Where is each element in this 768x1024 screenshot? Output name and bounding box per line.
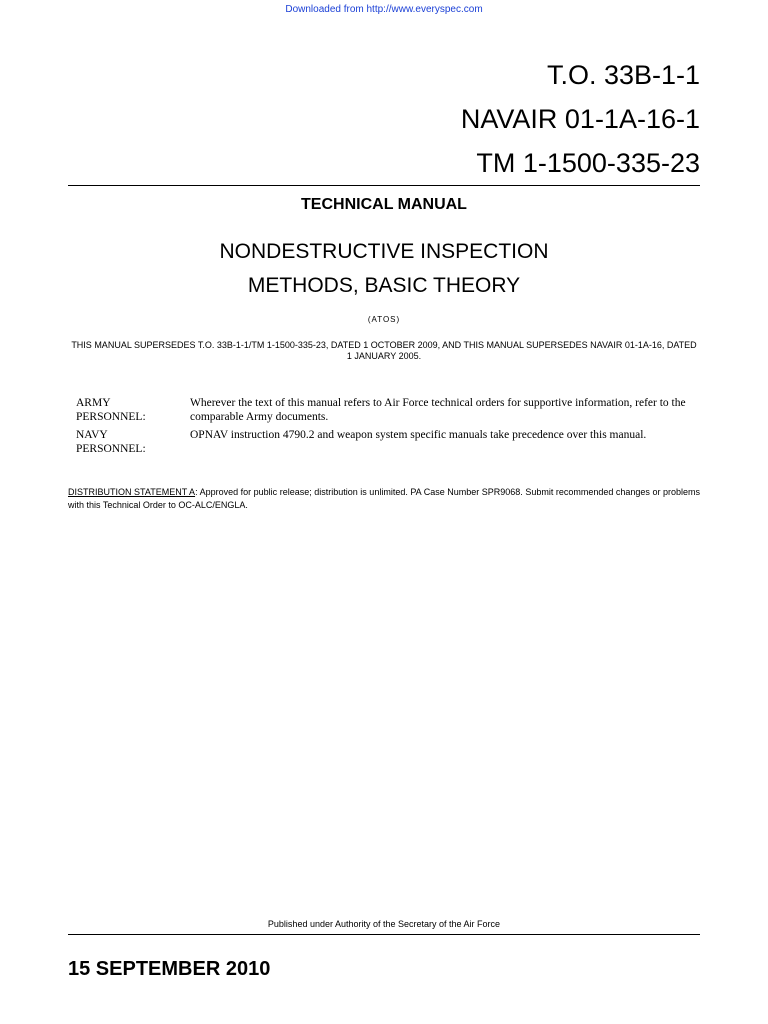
doc-number-to: T.O. 33B-1-1 <box>546 60 700 90</box>
document-title-line-2: METHODS, BASIC THEORY <box>247 274 521 297</box>
personnel-text: OPNAV instruction 4790.2 and weapon system specific manuals take precedence over this manual. <box>190 429 647 441</box>
supersedes-notice: THIS MANUAL SUPERSEDES T.O. 33B-1-1/TM 1-1500-335-23, DATED 1 OCTOBER 2009, AND THIS MANUAL SUPERSEDES NAVAIR 01-1A-16, DATED 1 JANUARY 2005. <box>71 340 697 361</box>
doc-number-navair: NAVAIR 01-1A-16-1 <box>460 104 700 134</box>
distribution-text: : Approved for public release; distribution is unlimited. PA Case Number SPR9068. Submit recommended changes or problems with this Technical Order to OC-ALC/ENGLA. <box>68 487 700 510</box>
published-authority: Published under Authority of the Secretary of the Air Force <box>267 919 501 929</box>
publication-date: 15 SEPTEMBER 2010 <box>68 958 271 980</box>
distribution-heading: DISTRIBUTION STATEMENT A <box>68 487 196 497</box>
personnel-row-navy <box>76 428 696 456</box>
personnel-label: ARMY PERSONNEL: <box>76 397 146 423</box>
doc-number-tm: TM 1-1500-335-23 <box>476 148 700 178</box>
top-divider <box>68 185 700 186</box>
bottom-divider <box>68 934 700 935</box>
manual-type-heading: TECHNICAL MANUAL <box>301 196 467 213</box>
document-title-line-1: NONDESTRUCTIVE INSPECTION <box>219 240 549 263</box>
distribution-statement <box>68 486 700 512</box>
personnel-row-army <box>76 396 696 424</box>
personnel-label: NAVY PERSONNEL: <box>76 429 146 455</box>
download-link[interactable]: Downloaded from http://www.everyspec.com <box>285 4 483 15</box>
document-numbers <box>461 62 700 194</box>
personnel-notes <box>76 396 696 460</box>
atos-label: (ATOS) <box>367 315 401 324</box>
personnel-text: Wherever the text of this manual refers to Air Force technical orders for supportive information, refer to the comparable Army documents. <box>190 397 686 423</box>
